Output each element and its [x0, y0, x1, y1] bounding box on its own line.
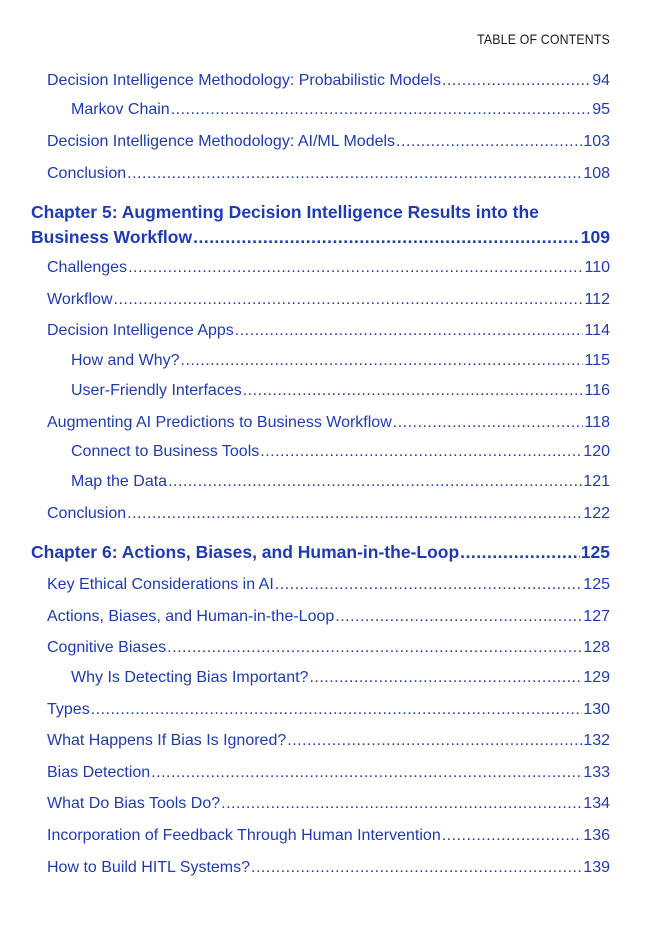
toc-page-number: 125 — [583, 576, 610, 593]
toc-page-number: 94 — [592, 72, 610, 89]
leader-dots — [309, 668, 582, 688]
toc-entry-title: Conclusion — [47, 165, 127, 182]
chapter-title-line1: Chapter 5: Augmenting Decision Intelligence Results into the — [31, 202, 539, 222]
leader-dots — [127, 164, 582, 184]
toc-entry-title: Why Is Detecting Bias Important? — [71, 669, 309, 686]
leader-dots — [251, 858, 582, 878]
toc-entry-title: Business Workflow — [31, 227, 193, 247]
toc-page-number: 128 — [583, 639, 610, 656]
toc-entry-title: Challenges — [47, 259, 128, 276]
leader-dots — [235, 321, 584, 341]
toc-page-number: 114 — [584, 322, 610, 339]
leader-dots — [335, 607, 582, 627]
toc-page-number: 136 — [583, 827, 610, 844]
leader-dots — [442, 71, 591, 91]
leader-dots — [221, 794, 582, 814]
toc-entry-title: Workflow — [47, 291, 113, 308]
leader-dots — [127, 504, 582, 524]
leader-dots — [193, 227, 580, 247]
toc-page-number: 118 — [584, 414, 610, 431]
toc-entry-title: Key Ethical Considerations in AI — [47, 576, 274, 593]
toc-entry-title: Conclusion — [47, 505, 127, 522]
toc-page-number: 115 — [584, 352, 610, 369]
toc-entry-title: What Do Bias Tools Do? — [47, 795, 221, 812]
toc-page-number: 112 — [584, 291, 610, 308]
leader-dots — [181, 351, 584, 371]
leader-dots — [260, 442, 582, 462]
running-header: TABLE OF CONTENTS — [477, 31, 610, 47]
toc-entry-title: Chapter 6: Actions, Biases, and Human-in-the-Loop — [31, 542, 460, 562]
leader-dots — [460, 542, 580, 562]
toc-page-number: 132 — [583, 732, 610, 749]
toc-entry-title: Cognitive Biases — [47, 639, 167, 656]
toc-page-number: 130 — [583, 701, 610, 718]
toc-page-number: 109 — [580, 227, 610, 247]
toc-page-number: 134 — [583, 795, 610, 812]
toc-entry-title: How to Build HITL Systems? — [47, 859, 251, 876]
toc-page-number: 127 — [583, 608, 610, 625]
toc-entry-title: Augmenting AI Predictions to Business Workflow — [47, 414, 392, 431]
toc-entry-title: Connect to Business Tools — [71, 443, 260, 460]
toc-page-number: 108 — [583, 165, 610, 182]
toc-entry-title: Markov Chain — [71, 101, 170, 118]
leader-dots — [393, 413, 584, 433]
toc-page-number: 95 — [592, 101, 610, 118]
toc-entry-title: Incorporation of Feedback Through Human Intervention — [47, 827, 441, 844]
toc-page-number: 103 — [583, 133, 610, 150]
leader-dots — [91, 700, 583, 720]
toc-entry-title: Decision Intelligence Methodology: Probabilistic Models — [47, 72, 441, 89]
toc-entry-title: Map the Data — [71, 473, 168, 490]
toc-entry-title: User-Friendly Interfaces — [71, 382, 242, 399]
toc-page-number: 116 — [584, 382, 610, 399]
toc-entry-title: Decision Intelligence Methodology: AI/ML Models — [47, 133, 396, 150]
toc-entry-title: Actions, Biases, and Human-in-the-Loop — [47, 608, 335, 625]
toc-entry-title: How and Why? — [71, 352, 180, 369]
leader-dots — [171, 100, 592, 120]
toc-entry-title: Bias Detection — [47, 764, 151, 781]
toc-page-number: 139 — [583, 859, 610, 876]
toc-page-number: 133 — [583, 764, 610, 781]
leader-dots — [151, 763, 582, 783]
leader-dots — [168, 472, 582, 492]
toc-page-number: 129 — [583, 669, 610, 686]
leader-dots — [243, 381, 584, 401]
toc-page-number: 110 — [584, 259, 610, 276]
toc-page-number: 120 — [583, 443, 610, 460]
leader-dots — [442, 826, 583, 846]
toc-page-number: 125 — [580, 542, 610, 562]
leader-dots — [128, 258, 583, 278]
leader-dots — [275, 575, 583, 595]
toc-entry-title: What Happens If Bias Is Ignored? — [47, 732, 287, 749]
leader-dots — [114, 290, 584, 310]
leader-dots — [396, 132, 582, 152]
toc-page-number: 122 — [583, 505, 610, 522]
toc-page-number: 121 — [583, 473, 610, 490]
leader-dots — [287, 731, 582, 751]
toc-entry-title: Types — [47, 701, 90, 718]
leader-dots — [167, 638, 582, 658]
toc-entry-title: Decision Intelligence Apps — [47, 322, 234, 339]
